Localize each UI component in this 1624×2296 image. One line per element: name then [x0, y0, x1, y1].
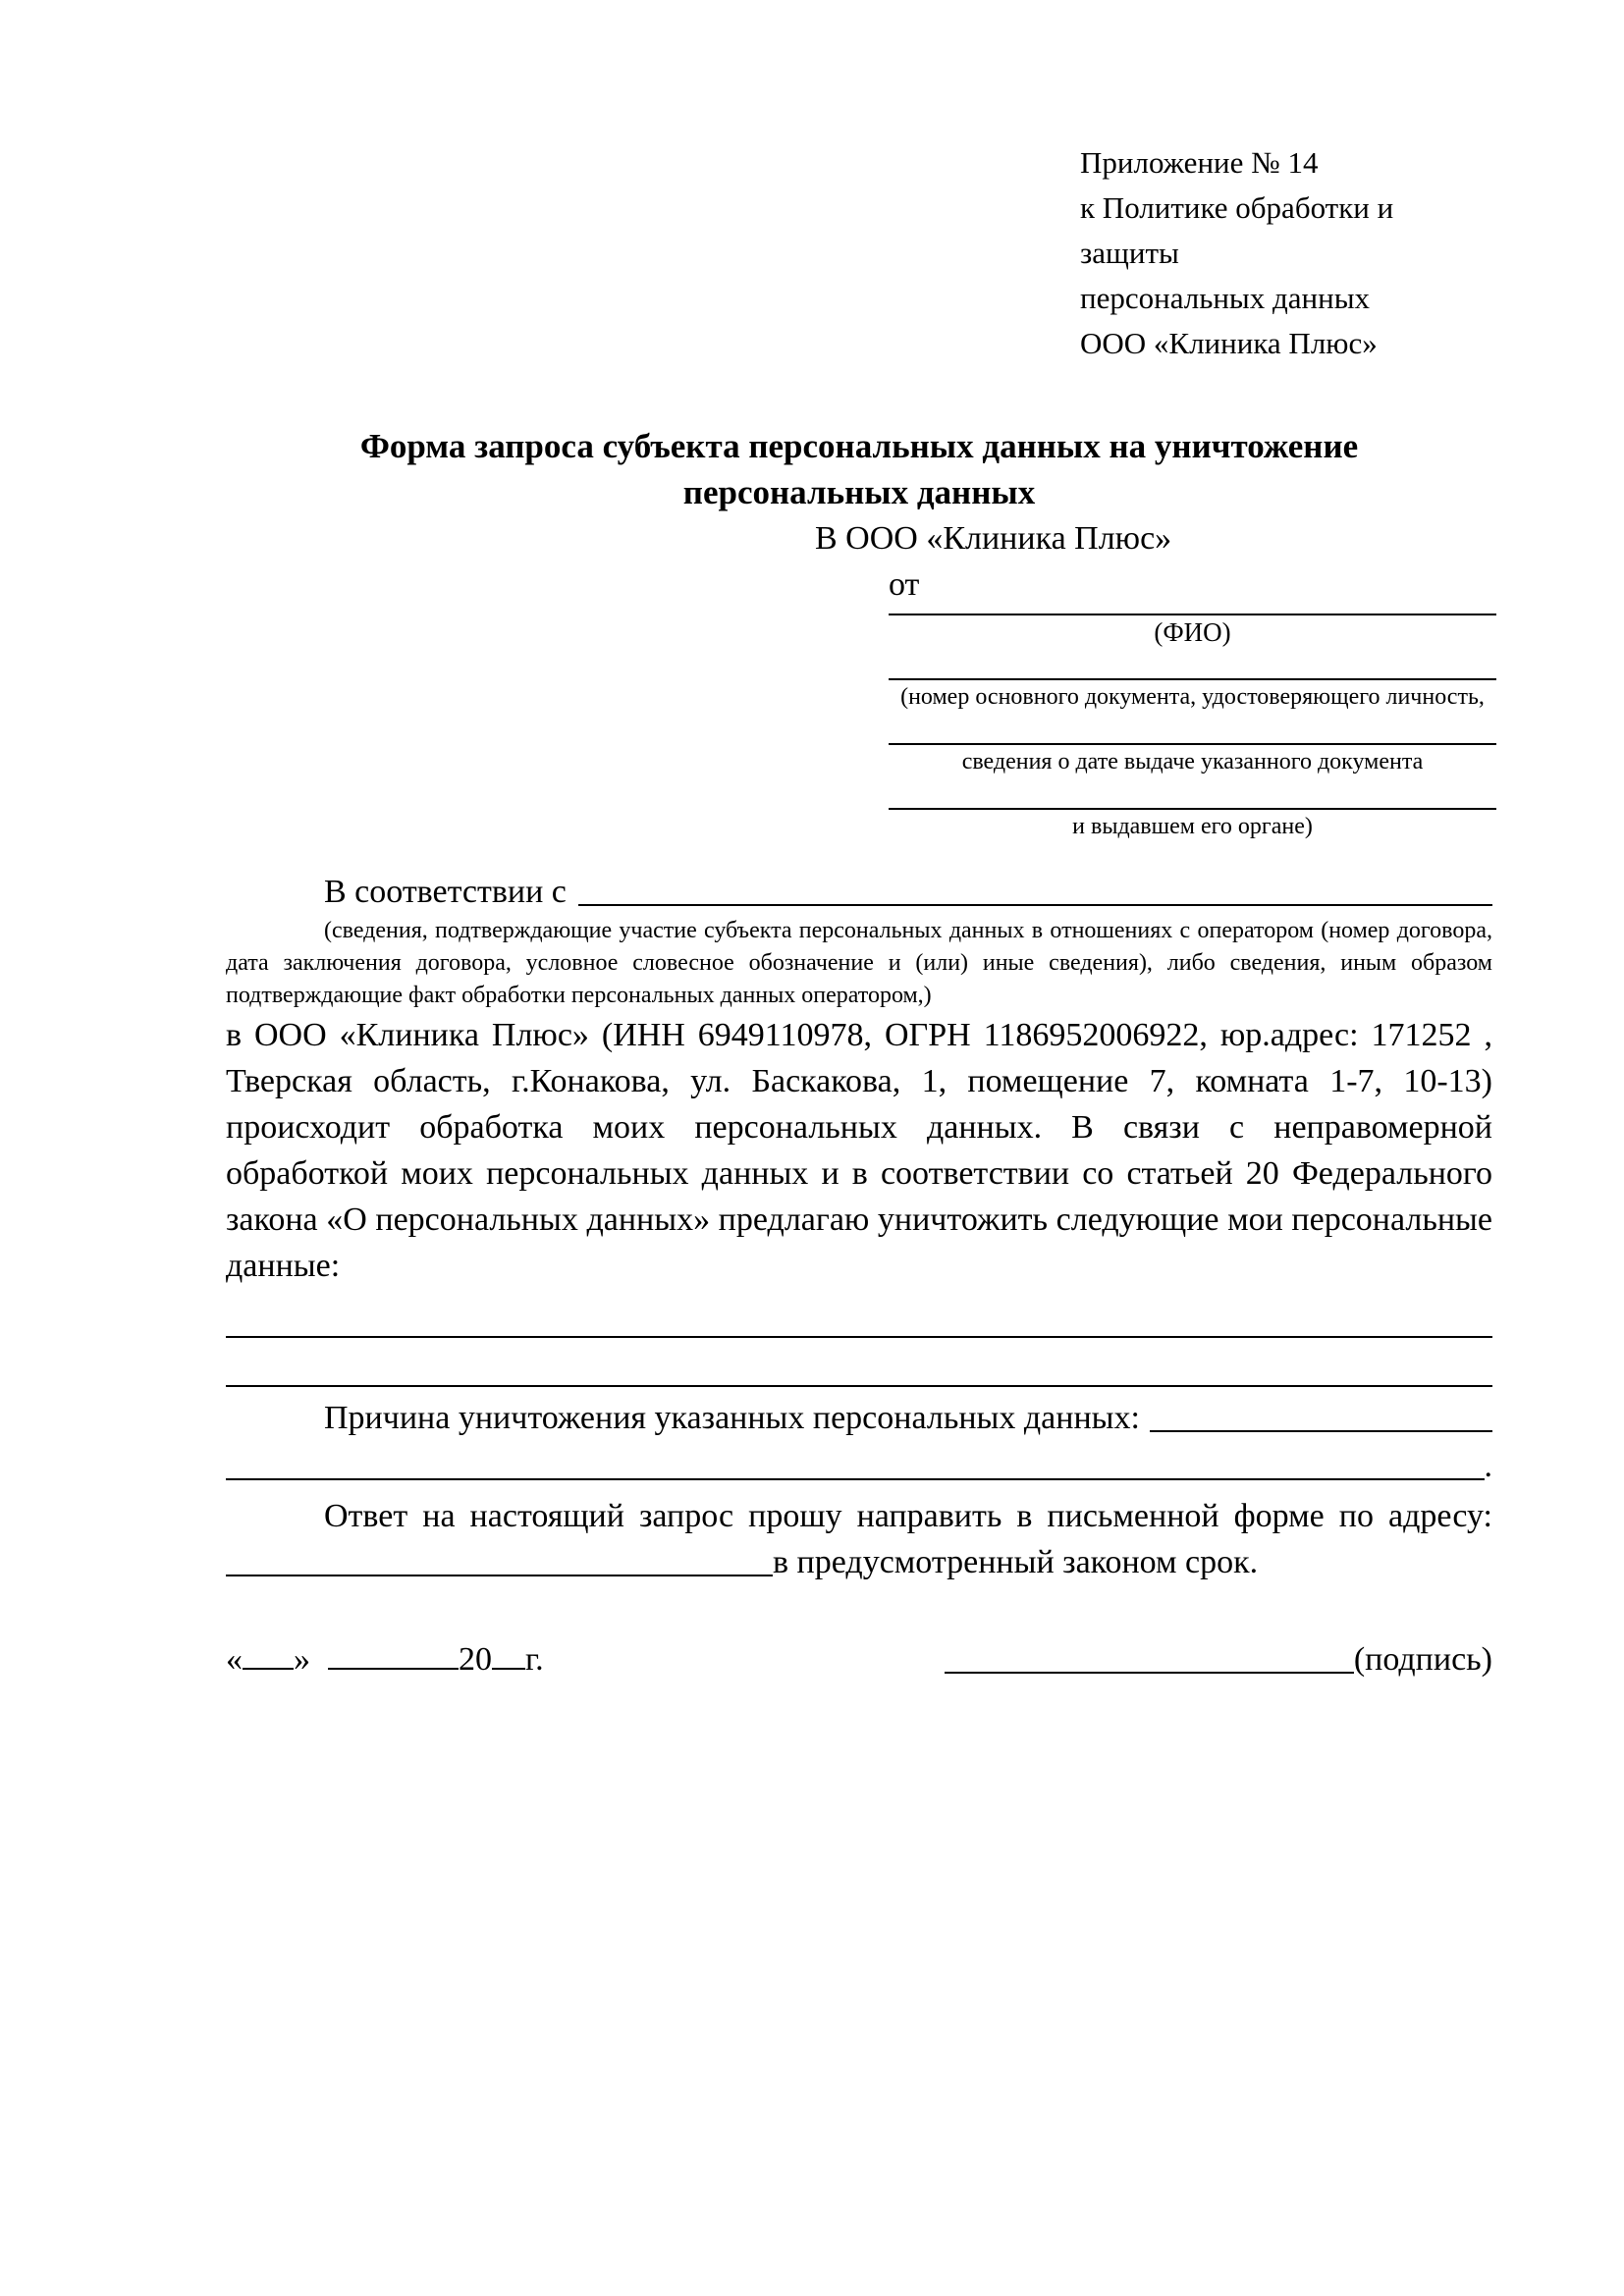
issue-date-field-label: сведения о дате выдаче указанного документа — [961, 749, 1424, 774]
year-blank-line — [492, 1666, 525, 1670]
form-title — [226, 423, 1492, 515]
reason-label: Причина уничтожения указанных персональных данных: — [324, 1400, 1140, 1436]
appendix-line: к Политике обработки и защиты — [1080, 190, 1394, 270]
issuing-authority-blank-line — [889, 808, 1496, 843]
accordance-prefix: В соответствии с — [324, 874, 567, 910]
body-paragraph: в ООО «Клиника Плюс» (ИНН 6949110978, ОГРН 1186952006922, юр.адрес: 171252 , Тверская область, г.Конакова, ул. Баскакова, 1, помещение 7, комната 1-7, 10-13) происходит обработка моих персональных данных. В связи с неправомерной обработкой моих персональных данных и в соответствии со статьей 20 Федерального закона «О персональных данных» предлагаю уничтожить следующие мои персональные данные: — [226, 1017, 1492, 1284]
accordance-blank-line — [578, 869, 1492, 906]
appendix-line: ООО «Клиника Плюс» — [1080, 326, 1378, 360]
issuing-authority-field-label: и выдавшем его органе) — [1072, 814, 1313, 839]
date-signature-row — [226, 1636, 1492, 1682]
signature-blank-line — [945, 1636, 1354, 1674]
response-request-line: Ответ на настоящий запрос прошу направить в письменной форме по адресу: — [324, 1498, 1492, 1534]
personal-data-blank-line-1 — [226, 1289, 1492, 1338]
appendix-line: Приложение № 14 — [1080, 145, 1319, 180]
signature-field — [945, 1636, 1492, 1682]
document-number-blank-line — [889, 678, 1496, 714]
issue-date-blank-line — [889, 743, 1496, 778]
reason-line — [226, 1395, 1492, 1441]
form-title-line-1: Форма запроса субъекта персональных данных на уничтожение — [359, 427, 1359, 465]
requester-fields-block — [889, 614, 1496, 843]
appendix-line: персональных данных — [1080, 281, 1371, 315]
personal-data-blank-line-2 — [226, 1338, 1492, 1387]
accordance-footnote: (сведения, подтверждающие участие субъекта персональных данных в отношениях с оператором (номер договора, дата заключения договора, условное словесное обозначение и (или) иные сведения), либо сведения, иным образом подтверждающие факт обработки персональных данных оператором,) — [226, 918, 1492, 1008]
year-prefix: 20 — [459, 1641, 492, 1678]
open-quote: « — [226, 1641, 243, 1678]
reason-blank-line — [1150, 1395, 1492, 1432]
reason-blank-line-2 — [226, 1443, 1485, 1480]
form-title-line-2: персональных данных — [682, 473, 1036, 511]
addressee-line: В ООО «Клиника Плюс» — [815, 520, 1172, 557]
appendix-block — [1080, 140, 1492, 366]
day-blank-line — [243, 1666, 294, 1670]
month-blank-line — [328, 1666, 459, 1670]
year-suffix: г. — [525, 1641, 544, 1678]
reason-continuation-line — [226, 1443, 1492, 1489]
fio-field-label: (ФИО) — [1154, 617, 1231, 647]
from-label: от — [889, 566, 920, 603]
fio-blank-line — [889, 614, 1496, 649]
document-number-field-label: (номер основного документа, удостоверяющего личность, — [900, 684, 1485, 710]
address-blank-line — [226, 1539, 773, 1576]
close-quote: » — [294, 1641, 310, 1678]
response-address-line — [226, 1539, 1492, 1585]
response-term-text: в предусмотренный законом срок. — [773, 1544, 1259, 1580]
signature-label: (подпись) — [1353, 1641, 1492, 1678]
line-terminator: . — [1484, 1448, 1492, 1484]
date-field — [226, 1636, 544, 1682]
accordance-line — [226, 869, 1492, 915]
